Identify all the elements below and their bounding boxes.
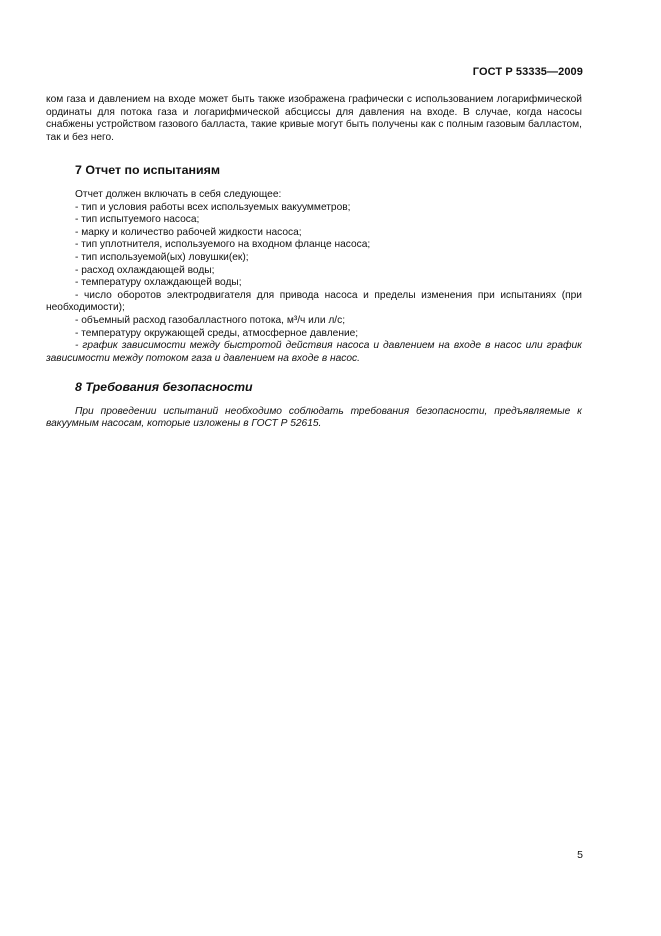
list-item: - график зависимости между быстротой действия насоса и давлением на входе в насос или график зависимости между потоком газа и давлением на входе в насос. (46, 340, 582, 364)
intro-paragraph: ком газа и давлением на входе может быть также изображена графически с использованием логарифмической ординаты для потока газа и логарифмической абсциссы для давления на входе. В случае, когда насосы снабжены устройством газового балласта, такие кривые могут быть получены как с полным газовым балластом, так и без него. (46, 94, 582, 143)
list-item: - температуру охлаждающей воды; (75, 277, 242, 289)
section-7-title: 7 Отчет по испытаниям (75, 163, 220, 178)
list-item: - расход охлаждающей воды; (75, 264, 215, 276)
section-8-text: При проведении испытаний необходимо соблюдать требования безопасности, предъявляемые к вакуумным насосам, которые изложены в ГОСТ Р 52615. (46, 405, 582, 430)
list-item: - объемный расход газобалластного потока, м³/ч или л/с; (75, 314, 346, 326)
report-items-list (46, 202, 582, 366)
list-item: - тип и условия работы всех используемых вакуумметров; (75, 201, 351, 213)
list-item: - температуру окружающей среды, атмосферное давление; (75, 327, 359, 339)
section-8-title: 8 Требования безопасности (75, 380, 253, 395)
list-item: - тип испытуемого насоса; (75, 214, 200, 226)
list-item: - тип уплотнителя, используемого на входном фланце насоса; (75, 239, 371, 251)
page-number: 5 (577, 849, 583, 861)
list-item: - марку и количество рабочей жидкости насоса; (75, 226, 302, 238)
list-item: - число оборотов электродвигателя для привода насоса и пределы изменения при испытаниях (при необходимости); (46, 289, 582, 314)
page-content (46, 94, 582, 431)
list-item: - тип используемой(ых) ловушки(ек); (75, 251, 249, 263)
section-7-lead: Отчет должен включать в себя следующее: (75, 188, 282, 200)
document-code-header: ГОСТ Р 53335—2009 (472, 66, 583, 78)
